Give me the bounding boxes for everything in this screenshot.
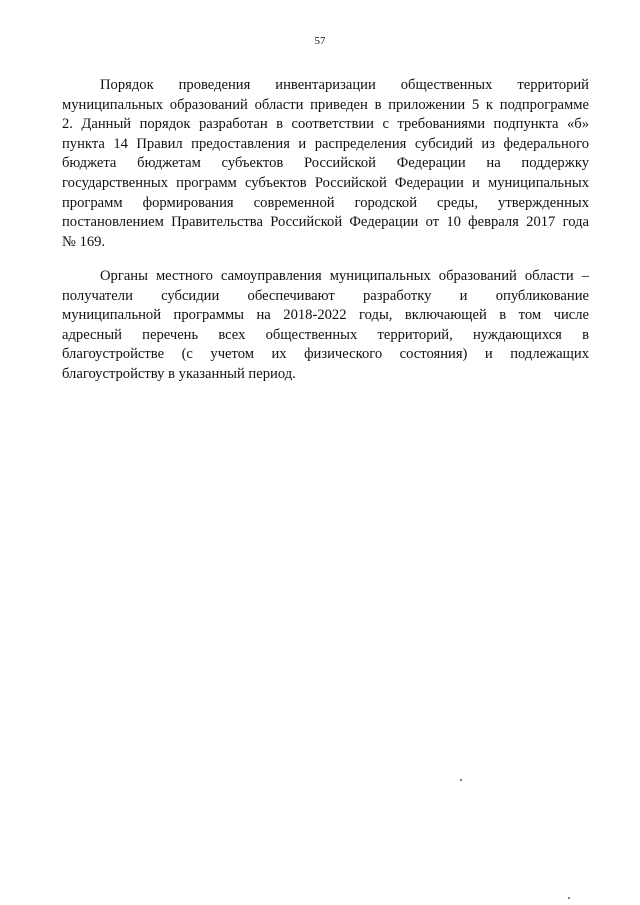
paragraph-line: муниципальной программы на 2018-2022 годы, включающей в том числе [62, 307, 589, 324]
paragraph-line: благоустройству в указанный период. [62, 365, 296, 382]
paragraph-line: получатели субсидии обеспечивают разработку и опубликование [62, 287, 589, 304]
page-number: 57 [314, 35, 326, 47]
scan-speck [460, 779, 462, 781]
paragraph-line: Порядок проведения инвентаризации общественных территорий [100, 77, 589, 93]
scan-speck [568, 897, 570, 899]
paragraph-line: государственных программ субъектов Российской Федерации и муниципальных [62, 174, 589, 191]
paragraph-line: Органы местного самоуправления муниципальных образований области – [100, 268, 589, 284]
paragraph-local-authorities [62, 267, 589, 385]
paragraph-line: благоустройстве (с учетом их физического состояния) и подлежащих [62, 346, 589, 363]
paragraph-line: адресный перечень всех общественных территорий, нуждающихся в [62, 326, 589, 343]
paragraph-inventory-procedure [62, 76, 589, 252]
paragraph-line: программ формирования современной городской среды, утвержденных [62, 194, 589, 211]
paragraph-line: постановлением Правительства Российской Федерации от 10 февраля 2017 года [62, 214, 589, 231]
paragraph-line: пункта 14 Правил предоставления и распределения субсидий из федерального [62, 135, 589, 152]
paragraph-line: муниципальных образований области приведен в приложении 5 к подпрограмме [62, 96, 589, 113]
paragraph-line: 2. Данный порядок разработан в соответствии с требованиями подпункта «б» [62, 116, 589, 133]
paragraph-line: № 169. [62, 233, 106, 250]
paragraph-line: бюджета бюджетам субъектов Российской Федерации на поддержку [62, 155, 589, 172]
